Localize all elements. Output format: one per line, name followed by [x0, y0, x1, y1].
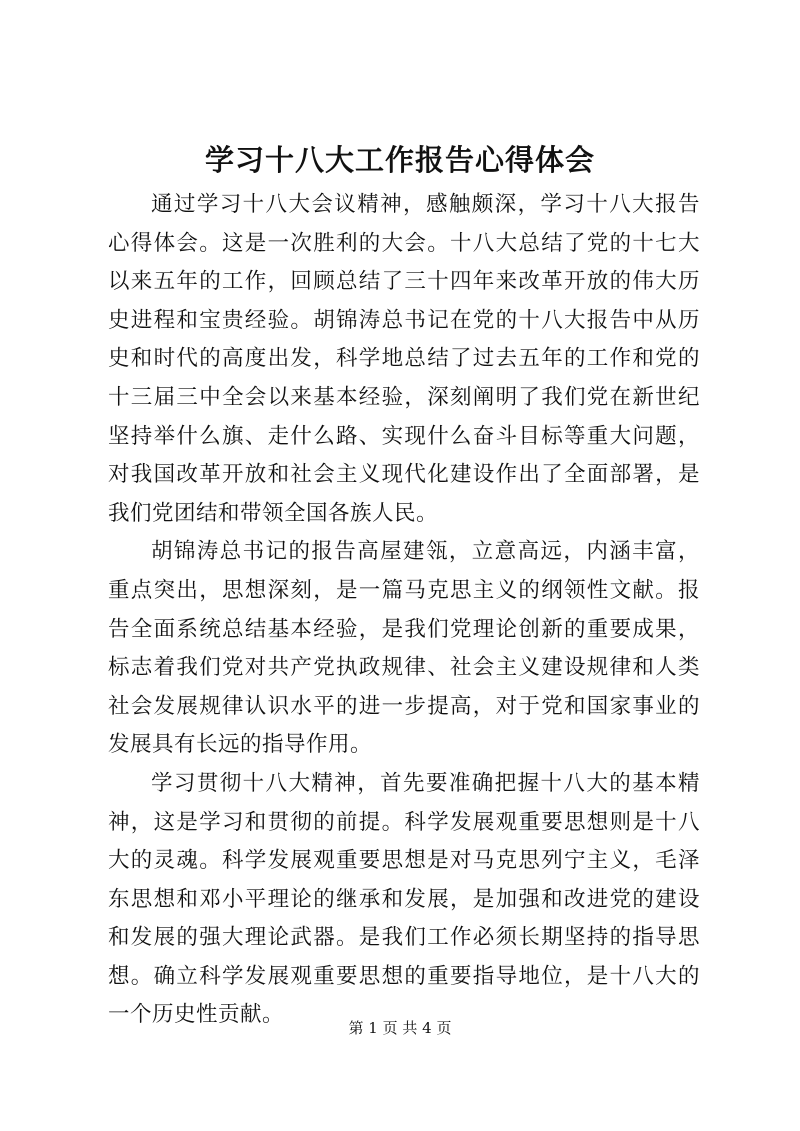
paragraph-3: 学习贯彻十八大精神，首先要准确把握十八大的基本精神，这是学习和贯彻的前提。科学发展观重要思想则是十八大的灵魂。科学发展观重要思想是对马克思列宁主义，毛泽东思想和邓小平理论的继承和发展，是加强和改进党的建设和发展的强大理论武器。是我们工作必须长期坚持的指导思想。确立科学发展观重要思想的重要指导地位，是十八大的一个历史性贡献。 — [108, 770, 700, 1028]
paragraph-1: 通过学习十八大会议精神，感触颇深，学习十八大报告心得体会。这是一次胜利的大会。十八大总结了党的十七大以来五年的工作，回顾总结了三十四年来改革开放的伟大历史进程和宝贵经验。胡锦涛总书记在党的十八大报告中从历史和时代的高度出发，科学地总结了过去五年的工作和党的十三届三中全会以来基本经验，深刻阐明了我们党在新世纪坚持举什么旗、走什么路、实现什么奋斗目标等重大问题，对我国改革开放和社会主义现代化建设作出了全面部署，是我们党团结和带领全国各族人民。 — [108, 192, 700, 526]
document-title: 学习十八大工作报告心得体会 — [204, 143, 595, 177]
paragraph-2: 胡锦涛总书记的报告高屋建瓴，立意高远，内涵丰富，重点突出，思想深刻，是一篇马克思主义的纲领性文献。报告全面系统总结基本经验，是我们党理论创新的重要成果，标志着我们党对共产党执政规律、社会主义建设规律和人类社会发展规律认识水平的进一步提高，对于党和国家事业的发展具有长远的指导作用。 — [108, 539, 700, 758]
page-number-footer: 第 1 页 共 4 页 — [348, 1019, 452, 1037]
document-body — [108, 186, 700, 1035]
